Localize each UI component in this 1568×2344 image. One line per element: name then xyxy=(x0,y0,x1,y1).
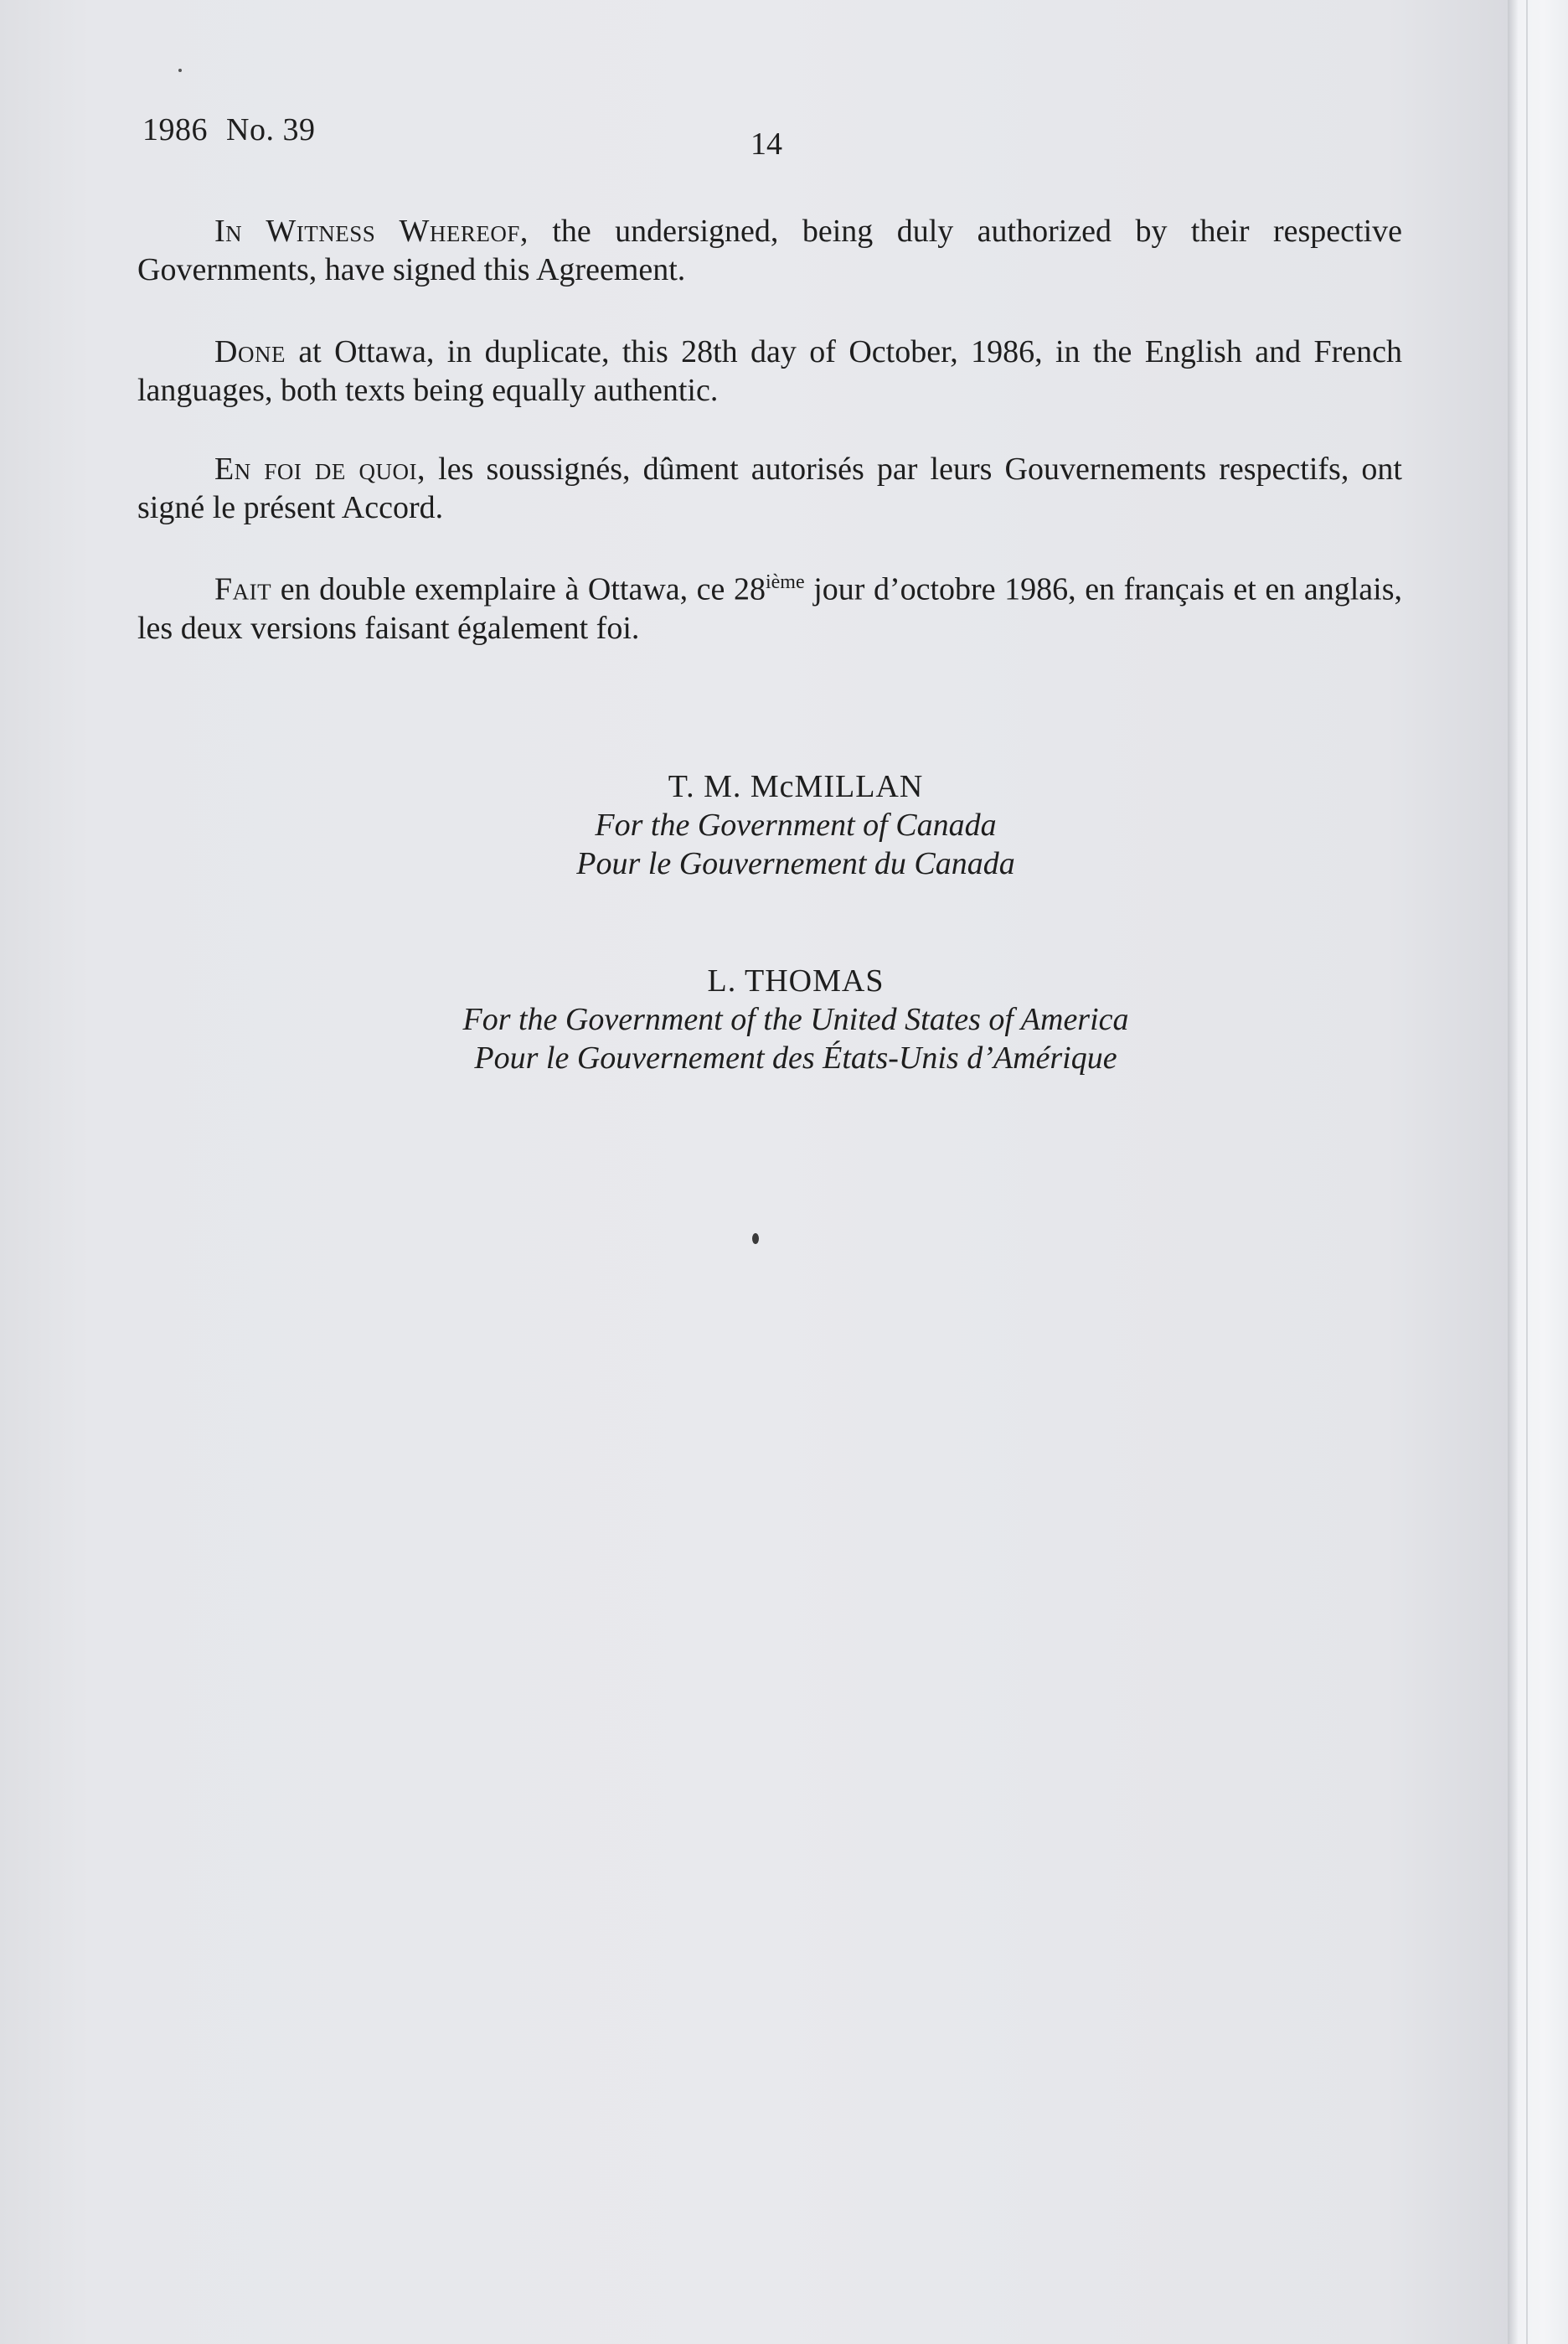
paper-speck xyxy=(178,69,182,72)
paragraph-in-witness-whereof xyxy=(137,212,1402,289)
superscript-ieme: ième xyxy=(765,571,805,593)
page-edge xyxy=(1508,0,1568,2344)
signature-block-united-states xyxy=(251,962,1340,1077)
paragraph-text: les soussignés, dûment autorisés par leurs Gouvernements respectifs, ont signé le présent Accord. xyxy=(137,452,1402,525)
paragraph-lead: Done xyxy=(214,334,286,369)
header-number: No. 39 xyxy=(226,112,316,147)
signature-block-canada xyxy=(251,767,1340,883)
paragraph-text: at Ottawa, in duplicate, this 28th day of October, 1986, in the English and French languages, both texts being equally authentic. xyxy=(137,334,1402,408)
paragraph-text: en double exemplaire à Ottawa, ce 28 xyxy=(271,571,766,607)
paragraph-fait xyxy=(137,563,1402,648)
signatory-role-english: For the Government of the United States of America xyxy=(462,1002,1129,1037)
signatory-role-french: Pour le Gouvernement du Canada xyxy=(576,846,1015,881)
paragraph-lead: In Witness Whereof, xyxy=(214,214,529,249)
ink-speck xyxy=(752,1233,759,1244)
paragraph-text: jour d’octobre 1986, en français et en anglais, les deux versions faisant également foi. xyxy=(137,571,1402,646)
paragraph-text: the undersigned, being duly authorized by their respective Governments, have signed this Agreement. xyxy=(137,214,1402,287)
signatory-name: T. M. McMILLAN xyxy=(668,769,924,804)
signatory-name: L. THOMAS xyxy=(707,963,885,999)
paragraph-en-foi-de-quoi xyxy=(137,450,1402,527)
page-edge-line xyxy=(1526,0,1528,2344)
signatory-role-english: For the Government of Canada xyxy=(595,808,997,843)
signatory-role-french: Pour le Gouvernement des États-Unis d’Amérique xyxy=(474,1040,1117,1076)
header-year: 1986 xyxy=(142,112,208,147)
paragraph-lead: Fait xyxy=(214,571,272,607)
paragraph-done xyxy=(137,333,1402,410)
paragraph-lead: En foi de quoi, xyxy=(214,452,426,487)
running-header xyxy=(142,111,315,148)
page-number: 14 xyxy=(750,126,782,162)
